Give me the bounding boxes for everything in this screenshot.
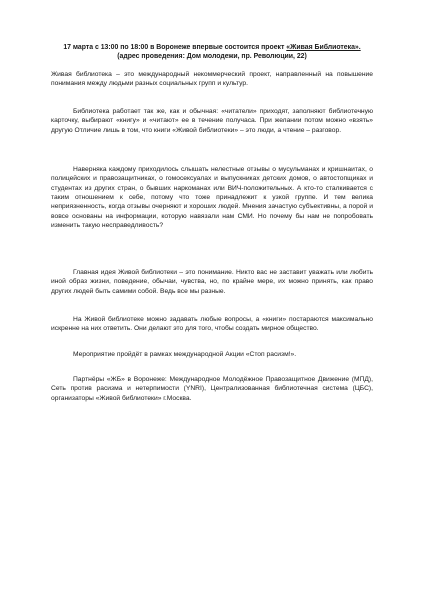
paragraph-action: Мероприятие пройдёт в рамках международной Акции «Стоп расизм!». [73,351,297,358]
paragraph-how-it-works: Библиотека работает так же, как и обычная: «читатели» приходят, заполняют библиотечную карточку, выбирают «книгу» и «читают» ее в течение получаса. При желании потом можно «взять» другую Отличие лишь в том, что книги «Живой библиотеки» – это люди, а чтение – разговор. [51,108,373,134]
heading-line-1 [40,43,384,52]
paragraph-prejudice: Наверняка каждому приходилось слышать нелестные отзывы о мусульманах и кришнаитах, о полицейских и правозащитниках, о гомосексуалах и выпускниках детских домов, о автостопщиках и студентах из других стран, о бывших наркоманах или ВИЧ-положительных. А кто-то сталкивается с таким отношением к себе, потому что тоже принадлежит к узкой группе. И тем велика неприязненность, когда отзывы очерняют и хороших людей. Мнения зачастую субъективны, а порой и вовсе основаны на информации, которую навязали нам СМИ. Но почему бы нам не попробовать изменить такую несправедливость? [51,166,373,230]
event-heading [40,43,384,62]
heading-date-text: 17 марта с 13:00 по 18:00 в Воронеже впервые состоится проект [63,44,287,51]
paragraph-intro: Живая библиотека – это международный некоммерческий проект, направленный на повышение понимания между людьми разных социальных групп и культур. [51,71,373,88]
project-link[interactable]: «Живая Библиотека». [286,44,361,51]
paragraph-main-idea: Главная идея Живой библиотеки – это понимание. Никто вас не заставит уважать или любить иной образ жизни, поведение, обычаи, чувства, но, по крайне мере, их можно принять, как право других людей быть самими собой. Ведь все мы разные. [51,269,373,295]
paragraph-questions: На Живой библиотеке можно задавать любые вопросы, а «книги» постараются максимально искренне на них ответить. Они делают это для того, чтобы создать мирное общество. [51,316,373,333]
heading-line-2: (адрес проведения: Дом молодежи, пр. Революции, 22) [117,53,307,61]
paragraph-partners: Партнёры «ЖБ» в Воронеже: Международное Молодёжное Правозащитное Движение (МПД), Сеть против расизма и нетерпимости (YNRI), Централизованная библиотечная система (ЦБС), организаторы «Живой библиотеки» г.Москва. [51,376,373,402]
